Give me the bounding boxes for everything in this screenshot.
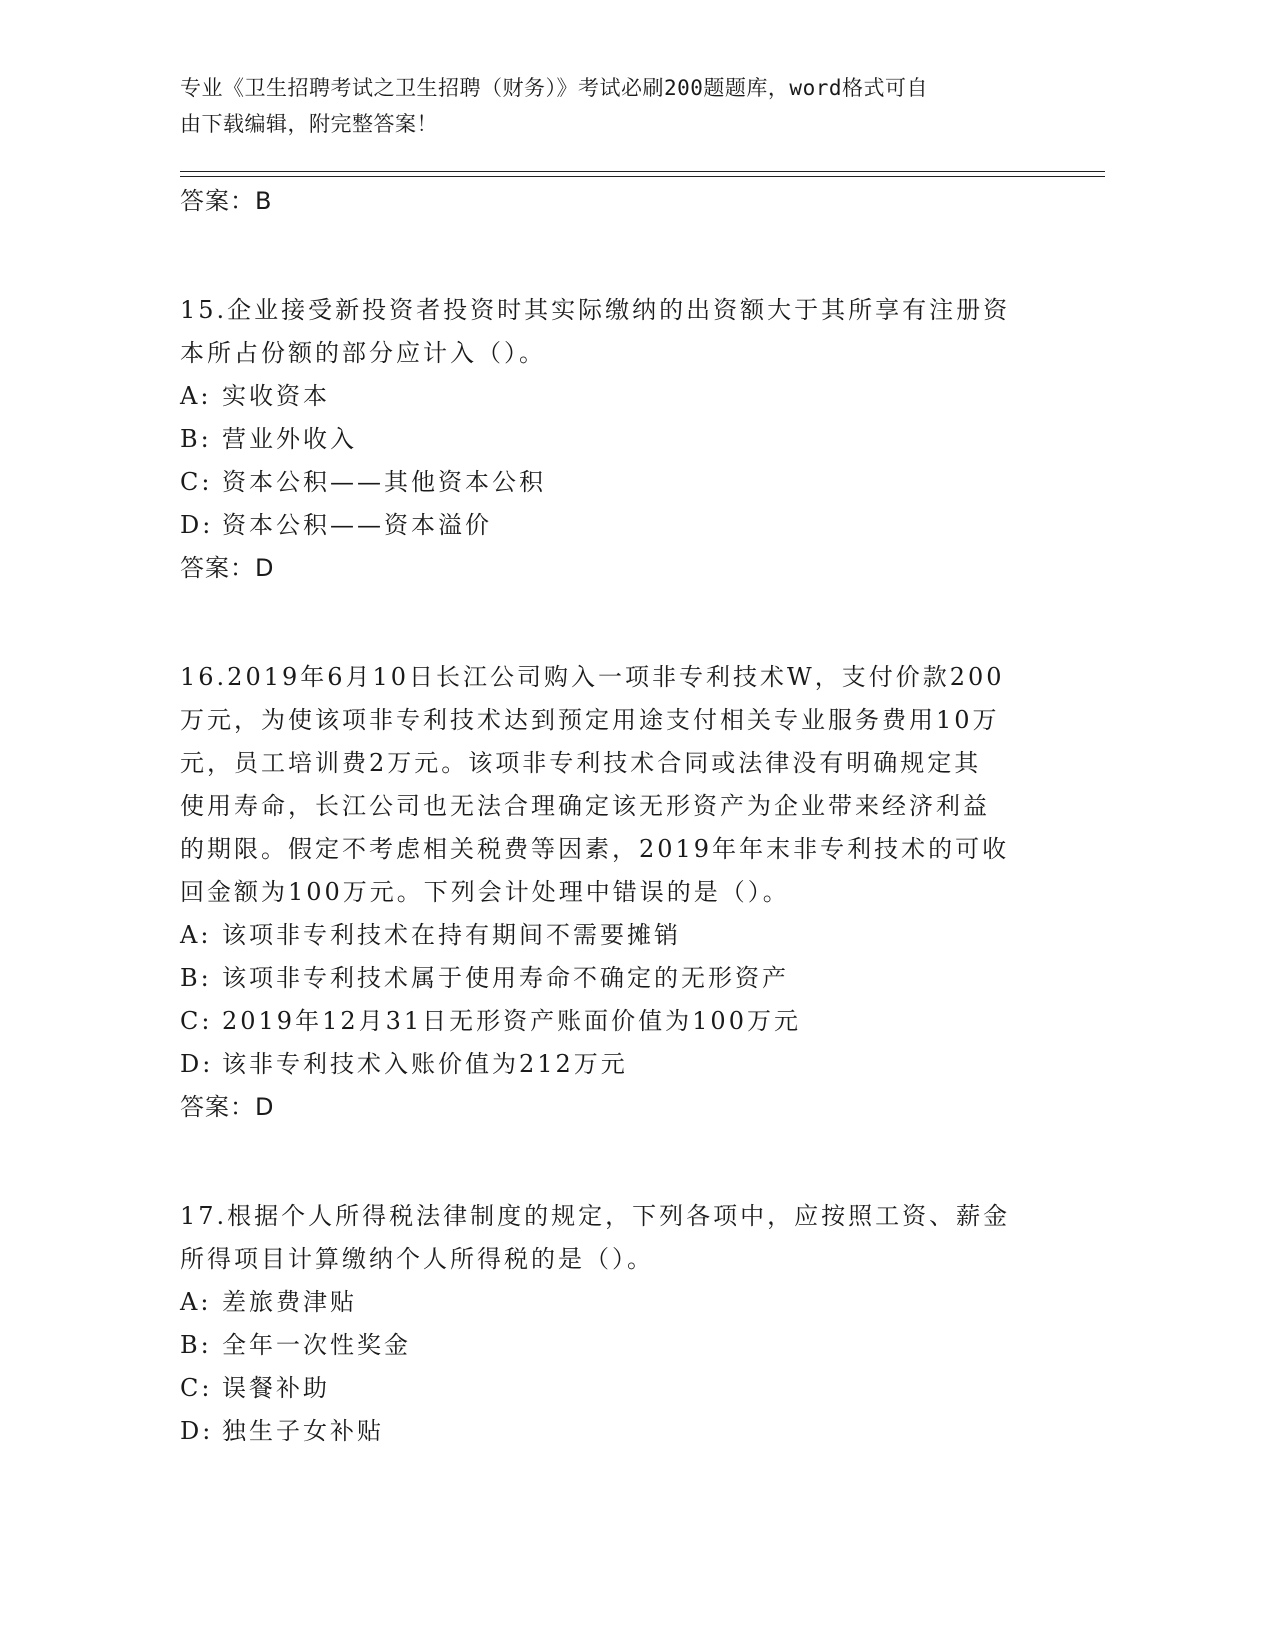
option-letter: B: bbox=[180, 964, 212, 992]
question-16 bbox=[180, 656, 1060, 1129]
answer: 答案：D bbox=[180, 1093, 275, 1121]
question-text bbox=[180, 1195, 1060, 1281]
document-content bbox=[180, 180, 1060, 1453]
option-text: 该项非专利技术在持有期间不需要摊销 bbox=[222, 921, 681, 949]
header-line-2: 由下载编辑，附完整答案！ bbox=[180, 112, 438, 136]
option-b bbox=[180, 418, 1060, 461]
option-letter: D: bbox=[180, 1050, 214, 1078]
question-17 bbox=[180, 1195, 1060, 1453]
option-text: 该非专利技术入账价值为212万元 bbox=[222, 1050, 628, 1078]
option-text: 误餐补助 bbox=[222, 1374, 330, 1402]
option-text: 全年一次性奖金 bbox=[222, 1331, 411, 1359]
option-d bbox=[180, 504, 1060, 547]
question-text bbox=[180, 289, 1060, 375]
option-letter: B: bbox=[180, 425, 212, 453]
question-text bbox=[180, 656, 1060, 914]
option-letter: A: bbox=[180, 921, 212, 949]
option-text: 差旅费津贴 bbox=[222, 1288, 357, 1316]
option-b bbox=[180, 1324, 1060, 1367]
option-a bbox=[180, 375, 1060, 418]
option-letter: B: bbox=[180, 1331, 212, 1359]
header-line-1: 专业《卫生招聘考试之卫生招聘（财务）》考试必刷200题题库，word格式可自 bbox=[180, 76, 928, 100]
option-d bbox=[180, 1043, 1060, 1086]
option-letter: D: bbox=[180, 1417, 214, 1445]
option-d bbox=[180, 1410, 1060, 1453]
question-15 bbox=[180, 289, 1060, 590]
option-a bbox=[180, 1281, 1060, 1324]
question-line: 15.企业接受新投资者投资时其实际缴纳的出资额大于其所享有注册资 bbox=[180, 296, 1011, 324]
option-a bbox=[180, 914, 1060, 957]
option-letter: C: bbox=[180, 468, 213, 496]
question-line: 的期限。假定不考虑相关税费等因素，2019年年末非专利技术的可收 bbox=[180, 835, 1010, 863]
answer: 答案：D bbox=[180, 554, 275, 582]
option-b bbox=[180, 957, 1060, 1000]
option-letter: C: bbox=[180, 1007, 213, 1035]
option-text: 资本公积——其他资本公积 bbox=[222, 468, 546, 496]
option-letter: A: bbox=[180, 1288, 212, 1316]
header-rule-bottom bbox=[180, 176, 1105, 177]
option-letter: C: bbox=[180, 1374, 213, 1402]
option-c bbox=[180, 1000, 1060, 1043]
option-c bbox=[180, 461, 1060, 504]
option-text: 实收资本 bbox=[222, 382, 330, 410]
question-line: 所得项目计算缴纳个人所得税的是（）。 bbox=[180, 1245, 654, 1273]
question-line: 本所占份额的部分应计入（）。 bbox=[180, 339, 546, 367]
option-text: 该项非专利技术属于使用寿命不确定的无形资产 bbox=[222, 964, 789, 992]
question-line: 万元，为使该项非专利技术达到预定用途支付相关专业服务费用10万 bbox=[180, 706, 1000, 734]
document-header bbox=[180, 70, 1060, 142]
question-line: 16.2019年6月10日长江公司购入一项非专利技术W，支付价款200 bbox=[180, 663, 1005, 691]
question-line: 使用寿命，长江公司也无法合理确定该无形资产为企业带来经济利益 bbox=[180, 792, 990, 820]
option-letter: A: bbox=[180, 382, 212, 410]
option-text: 资本公积——资本溢价 bbox=[222, 511, 492, 539]
option-text: 营业外收入 bbox=[222, 425, 357, 453]
option-c bbox=[180, 1367, 1060, 1410]
prev-answer: 答案：B bbox=[180, 187, 273, 215]
header-rule-top bbox=[180, 171, 1105, 172]
option-text: 2019年12月31日无形资产账面价值为100万元 bbox=[222, 1007, 801, 1035]
option-letter: D: bbox=[180, 511, 214, 539]
option-text: 独生子女补贴 bbox=[222, 1417, 384, 1445]
question-line: 元，员工培训费2万元。该项非专利技术合同或法律没有明确规定其 bbox=[180, 749, 982, 777]
question-line: 17.根据个人所得税法律制度的规定，下列各项中，应按照工资、薪金 bbox=[180, 1202, 1011, 1230]
question-line: 回金额为100万元。下列会计处理中错误的是（）。 bbox=[180, 878, 790, 906]
